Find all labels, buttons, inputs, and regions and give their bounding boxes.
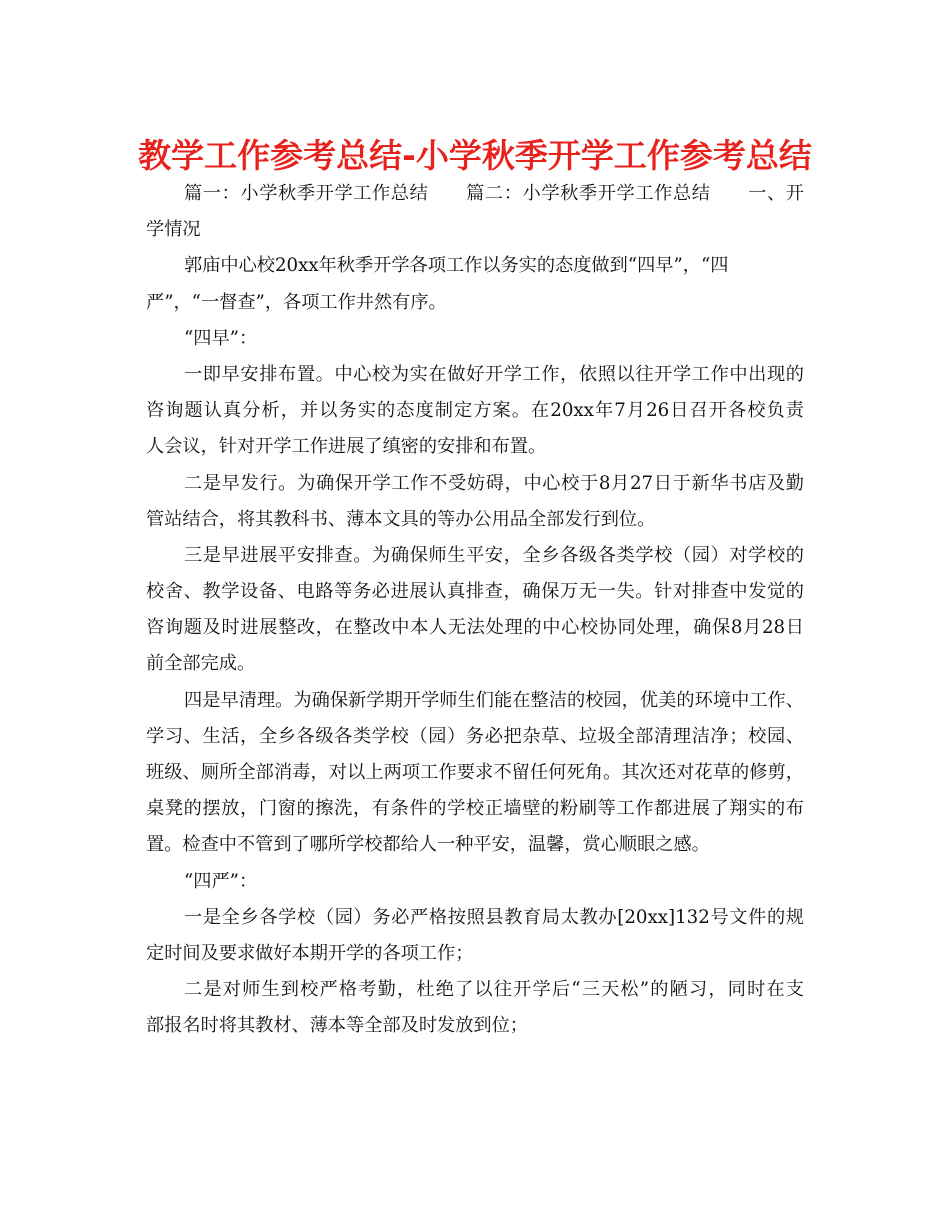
- text-line: 严”，“一督查”，各项工作井然有序。: [146, 291, 447, 313]
- text-line: 管站结合，将其教科书、薄本文具的等办公用品全部发行到位。: [146, 508, 656, 530]
- text-line: 二是早发行。为确保开学工作不受妨碍，中心校于8月27日于新华书店及勤: [184, 472, 804, 494]
- text-line: 篇一：小学秋季开学工作总结 篇二：小学秋季开学工作总结 一、开: [184, 183, 804, 204]
- text-line: 桌凳的摆放，门窗的擦洗，有条件的学校正墙壁的粉刷等工作都进展了翔实的布: [146, 798, 804, 820]
- text-line: 一是全乡各学校（园）务必严格按照县教育局太教办[20xx]132号文件的规: [184, 906, 804, 928]
- text-line: 咨询题及时进展整改，在整改中本人无法处理的中心校协同处理，确保8月28日: [146, 617, 804, 639]
- text-line: 学习、生活，全乡各级各类学校（园）务必把杂草、垃圾全部清理洁净；校园、: [146, 725, 804, 747]
- text-line: 前全部完成。: [146, 653, 256, 675]
- text-line: 一即早安排布置。中心校为实在做好开学工作，依照以往开学工作中出现的: [184, 363, 804, 385]
- text-line: 定时间及要求做好本期开学的各项工作；: [146, 942, 474, 964]
- document-title: 教学工作参考总结-小学秋季开学工作参考总结: [138, 136, 812, 175]
- text-line: “四严”：: [184, 870, 258, 892]
- text-line: 校舍、教学设备、电路等务必进展认真排查，确保万无一失。针对排查中发觉的: [146, 581, 804, 603]
- text-line: 三是早进展平安排查。为确保师生平安，全乡各级各类学校（园）对学校的: [184, 544, 804, 566]
- text-line: 二是对师生到校严格考勤，杜绝了以往开学后“三天松”的陋习，同时在支: [184, 979, 804, 1001]
- text-line: 人会议，针对开学工作进展了缜密的安排和布置。: [146, 436, 547, 458]
- document-body: [146, 176, 804, 1045]
- text-line: 部报名时将其教材、薄本等全部及时发放到位；: [146, 1015, 528, 1037]
- text-line: 班级、厕所全部消毒，对以上两项工作要求不留任何死角。其次还对花草的修剪，: [146, 762, 804, 783]
- text-line: 四是早清理。为确保新学期开学师生们能在整洁的校园，优美的环境中工作、: [184, 689, 804, 711]
- text-line: 置。检查中不管到了哪所学校都给人一种平安，温馨，赏心顺眼之感。: [146, 834, 710, 856]
- text-line: “四早”：: [184, 327, 258, 349]
- text-line: 学情况: [146, 219, 201, 241]
- text-line: 郭庙中心校20xx年秋季开学各项工作以务实的态度做到“四早”，“四: [184, 255, 729, 277]
- text-line: 咨询题认真分析，并以务实的态度制定方案。在20xx年7月26日召开各校负责: [146, 400, 804, 422]
